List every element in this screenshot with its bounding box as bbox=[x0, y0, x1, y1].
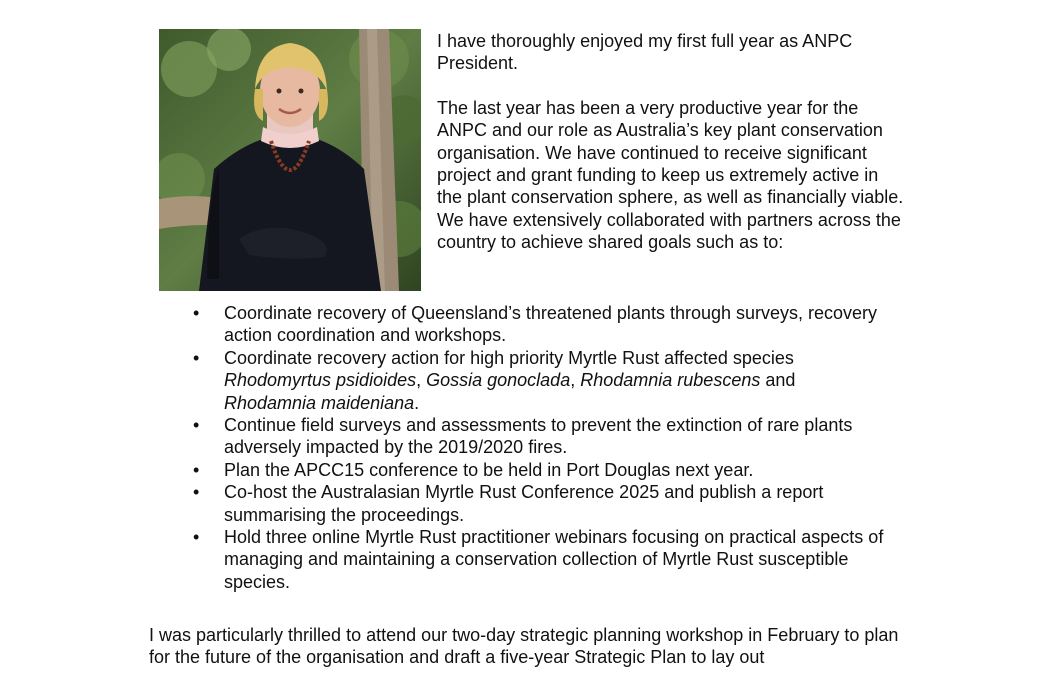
closing-paragraph: I was particularly thrilled to attend our two-day strategic planning workshop in February to plan for the future of the organisation and draft a five-year Strategic Plan to lay out bbox=[149, 625, 899, 668]
bullet-icon: • bbox=[193, 303, 200, 323]
species-name: Gossia gonoclada bbox=[426, 370, 571, 391]
list-item-lead: Coordinate recovery action for high priority Myrtle Rust affected species bbox=[224, 347, 794, 368]
list-item bbox=[193, 302, 893, 347]
list-item-text: Hold three online Myrtle Rust practitioner webinars focusing on practical aspects of managing and maintaining a conservation collection of Myrtle Rust susceptible species. bbox=[224, 527, 884, 592]
intro-paragraph-2: The last year has been a very productive year for the ANPC and our role as Australia’s key plant conservation organisation. We have continued to receive significant project and grant funding to keep us extremely active in the plant conservation sphere, as well as financially viable. We have extensively collaborated with partners across the country to achieve shared goals such as to: bbox=[437, 97, 904, 253]
bullet-icon: • bbox=[193, 527, 200, 548]
president-photo bbox=[159, 29, 421, 291]
species-name: Rhodamnia maideniana bbox=[224, 392, 415, 413]
list-item-text: Co-host the Australasian Myrtle Rust Conference 2025 and publish a report summarising the proceedings. bbox=[224, 482, 824, 525]
bullet-icon: • bbox=[193, 459, 200, 480]
bullet-icon: • bbox=[193, 415, 200, 436]
separator: , bbox=[416, 370, 427, 391]
bullet-icon: • bbox=[193, 482, 200, 503]
list-item-text bbox=[224, 348, 795, 413]
list-item-text: Continue field surveys and assessments to prevent the extinction of rare plants adversely impacted by the 2019/2020 fires. bbox=[224, 415, 853, 458]
species-name: Rhodomyrtus psidioides bbox=[224, 370, 417, 391]
bullet-icon: • bbox=[193, 347, 200, 368]
list-item bbox=[193, 526, 893, 593]
president-portrait-icon bbox=[159, 29, 421, 291]
list-item bbox=[193, 347, 893, 414]
list-item bbox=[193, 414, 893, 459]
species-name: Rhodamnia rubescens bbox=[580, 370, 761, 391]
separator: and bbox=[760, 370, 796, 391]
list-item-end: . bbox=[414, 392, 420, 413]
separator: , bbox=[570, 370, 581, 391]
list-item-text: Coordinate recovery of Queensland’s threatened plants through surveys, recovery action coordination and workshops. bbox=[224, 303, 878, 346]
list-item bbox=[193, 481, 893, 526]
goals-list bbox=[193, 302, 893, 593]
list-item-text: Plan the APCC15 conference to be held in Port Douglas next year. bbox=[224, 459, 754, 480]
intro-text bbox=[437, 30, 907, 276]
intro-paragraph-1: I have thoroughly enjoyed my first full year as ANPC President. bbox=[437, 31, 853, 74]
list-item bbox=[193, 459, 893, 481]
